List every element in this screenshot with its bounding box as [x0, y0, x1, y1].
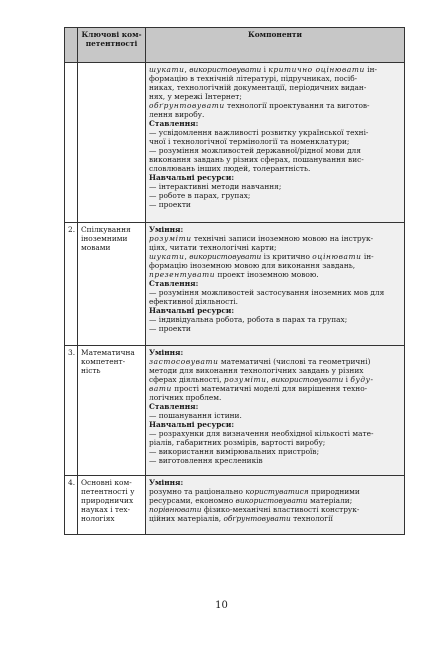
- text-fragment: — виготовлення креслеників: [149, 456, 263, 465]
- component-line: [149, 297, 401, 306]
- text-fragment: шукати: [149, 65, 185, 74]
- component-line: [149, 101, 401, 110]
- text-fragment: фізико-механічні властивості конструк-: [201, 505, 360, 514]
- text-fragment: никах, технологічній документації, періодичних видан-: [149, 83, 367, 92]
- row-components: [146, 476, 405, 535]
- text-fragment: прості математичні моделі для вирішення техно-: [171, 384, 368, 393]
- table-row: [65, 223, 405, 346]
- component-line: [149, 456, 401, 465]
- section-heading: Навчальні ресурси:: [149, 306, 235, 315]
- header-key-line: Ключові ком-: [81, 30, 142, 39]
- text-fragment: — розрахунки для визначення необхідної кількості мате-: [149, 429, 374, 438]
- component-line: [149, 164, 401, 173]
- header-num-cell: [65, 28, 78, 63]
- component-line: [149, 155, 401, 164]
- text-fragment: із критично: [261, 252, 313, 261]
- key-competence-line: ність: [81, 366, 101, 375]
- key-competence-line: науках і тех-: [81, 505, 131, 514]
- component-line: [149, 411, 401, 420]
- row-number: 3.: [65, 346, 78, 476]
- component-line: [149, 505, 401, 514]
- component-line: [149, 173, 401, 182]
- component-line: [149, 366, 401, 375]
- row-key-competence: [78, 346, 146, 476]
- text-fragment: шукати: [149, 252, 185, 261]
- page-number: 10: [215, 600, 228, 611]
- text-fragment: — усвідомлення важливості розвитку української техні-: [149, 128, 369, 137]
- text-fragment: — використання вимірювальних пристроїв;: [149, 447, 320, 456]
- component-line: [149, 357, 401, 366]
- section-heading: Навчальні ресурси:: [149, 420, 235, 429]
- text-fragment: — проекти: [149, 324, 191, 333]
- component-line: [149, 225, 401, 234]
- component-line: [149, 182, 401, 191]
- component-line: [149, 324, 401, 333]
- row-number: 2.: [65, 223, 78, 346]
- text-fragment: використовувати: [189, 252, 262, 261]
- row-number: [65, 63, 78, 223]
- key-competence-line: Основні ком-: [81, 478, 132, 487]
- component-line: [149, 243, 401, 252]
- text-fragment: формацію в технічній літературі, підручниках, посіб-: [149, 74, 358, 83]
- text-fragment: технічні записи іноземною мовою на інструк-: [191, 234, 374, 243]
- section-heading: Ставлення:: [149, 279, 199, 288]
- component-line: [149, 496, 401, 505]
- component-line: [149, 429, 401, 438]
- text-fragment: ,: [266, 375, 272, 384]
- row-components: [146, 63, 405, 223]
- table-row: [65, 476, 405, 535]
- key-competence-line: петентності у: [81, 487, 135, 496]
- text-fragment: сферах діяльності,: [149, 375, 224, 384]
- component-line: [149, 146, 401, 155]
- row-components: [146, 223, 405, 346]
- key-competence-line: природничих: [81, 496, 134, 505]
- text-fragment: природними: [308, 487, 360, 496]
- section-heading: Ставлення:: [149, 402, 199, 411]
- text-fragment: використовувати: [271, 375, 344, 384]
- component-line: [149, 306, 401, 315]
- row-key-competence: [78, 63, 146, 223]
- text-fragment: використовувати: [235, 496, 308, 505]
- text-fragment: ін-: [364, 65, 378, 74]
- key-competence-line: Спілкування: [81, 225, 131, 234]
- text-fragment: — проекти: [149, 200, 191, 209]
- text-fragment: лення виробу.: [149, 110, 205, 119]
- text-fragment: технології: [290, 514, 333, 523]
- text-fragment: ,: [184, 252, 190, 261]
- component-line: [149, 348, 401, 357]
- text-fragment: — індивідуальна робота, робота в парах та групах;: [149, 315, 348, 324]
- text-fragment: математичні (числові та геометричні): [218, 357, 371, 366]
- component-line: [149, 200, 401, 209]
- text-fragment: порівнювати: [149, 505, 202, 514]
- text-fragment: матеріали;: [307, 496, 353, 505]
- component-line: [149, 279, 401, 288]
- component-line: [149, 119, 401, 128]
- key-competence-line: мовами: [81, 243, 111, 252]
- text-fragment: використовувати: [189, 65, 262, 74]
- text-fragment: презентувати: [149, 270, 216, 279]
- row-key-competence: [78, 476, 146, 535]
- text-fragment: — роботе в парах, групах;: [149, 191, 251, 200]
- text-fragment: і: [261, 65, 269, 74]
- row-key-competence: [78, 223, 146, 346]
- text-fragment: розуміти: [223, 375, 267, 384]
- text-fragment: обґрунтовувати: [149, 101, 225, 110]
- text-fragment: ріалів, габаритних розмірів, вартості виробу;: [149, 438, 326, 447]
- text-fragment: обґрунтовувати: [223, 514, 291, 523]
- text-fragment: нях, у мережі Інтернет;: [149, 92, 242, 101]
- component-line: [149, 420, 401, 429]
- text-fragment: словлювань інших людей, толерантність.: [149, 164, 311, 173]
- text-fragment: розуміти: [149, 234, 192, 243]
- text-fragment: — інтерактивні методи навчання;: [149, 182, 282, 191]
- component-line: [149, 315, 401, 324]
- component-line: [149, 191, 401, 200]
- text-fragment: логічних проблем.: [149, 393, 222, 402]
- component-line: [149, 128, 401, 137]
- text-fragment: застосовувати: [149, 357, 219, 366]
- text-fragment: проект іноземною мовою.: [215, 270, 319, 279]
- text-fragment: і: [343, 375, 351, 384]
- component-line: [149, 110, 401, 119]
- competence-table: [64, 27, 405, 535]
- text-fragment: виконання завдань у різних сферах, пошанування вис-: [149, 155, 364, 164]
- text-fragment: ін-: [361, 252, 374, 261]
- text-fragment: — пошанування істини.: [149, 411, 242, 420]
- component-line: [149, 447, 401, 456]
- component-line: [149, 514, 401, 523]
- text-fragment: користуватися: [245, 487, 309, 496]
- text-fragment: оцінювати: [312, 252, 362, 261]
- text-fragment: буду-: [350, 375, 374, 384]
- text-fragment: технології проектування та виготов-: [224, 101, 370, 110]
- component-line: [149, 402, 401, 411]
- component-line: [149, 92, 401, 101]
- table-row: [65, 63, 405, 223]
- row-components: [146, 346, 405, 476]
- text-fragment: — розуміння можливостей державної/рідної мови для: [149, 146, 361, 155]
- component-line: [149, 234, 401, 243]
- component-line: [149, 270, 401, 279]
- component-line: [149, 65, 401, 74]
- text-fragment: ційних матеріалів,: [149, 514, 224, 523]
- table-row: [65, 346, 405, 476]
- text-fragment: ефективної діяльності.: [149, 297, 239, 306]
- text-fragment: критично оцінювати: [268, 65, 365, 74]
- section-heading: Уміння:: [149, 348, 184, 357]
- text-fragment: ,: [184, 65, 190, 74]
- text-fragment: чної і технологічної термінології та номенклатури;: [149, 137, 350, 146]
- component-line: [149, 252, 401, 261]
- key-competence-line: Математична: [81, 348, 135, 357]
- section-heading: Ставлення:: [149, 119, 199, 128]
- component-line: [149, 74, 401, 83]
- component-line: [149, 83, 401, 92]
- text-fragment: розумно та раціонально: [149, 487, 246, 496]
- text-fragment: формацію іноземною мовою для виконання завдань,: [149, 261, 356, 270]
- component-line: [149, 261, 401, 270]
- component-line: [149, 384, 401, 393]
- text-fragment: ціях, читати технологічні карти;: [149, 243, 277, 252]
- table-header-row: [65, 28, 405, 63]
- component-line: [149, 375, 401, 384]
- component-line: [149, 137, 401, 146]
- component-line: [149, 393, 401, 402]
- section-heading: Уміння:: [149, 478, 184, 487]
- text-fragment: — розуміння можливостей застосування іноземних мов для: [149, 288, 385, 297]
- component-line: [149, 288, 401, 297]
- component-line: [149, 487, 401, 496]
- header-key-competences: [78, 28, 146, 63]
- key-competence-line: іноземними: [81, 234, 128, 243]
- text-fragment: вати: [149, 384, 172, 393]
- header-key-line: петентності: [85, 39, 138, 48]
- section-heading: Уміння:: [149, 225, 184, 234]
- row-number: 4.: [65, 476, 78, 535]
- text-fragment: методи для виконання технологічних завдань у різних: [149, 366, 364, 375]
- key-competence-line: компетент-: [81, 357, 126, 366]
- component-line: [149, 478, 401, 487]
- key-competence-line: нологіях: [81, 514, 115, 523]
- header-components: Компоненти: [146, 28, 405, 63]
- component-line: [149, 438, 401, 447]
- text-fragment: ресурсами, економно: [149, 496, 236, 505]
- section-heading: Навчальні ресурси:: [149, 173, 235, 182]
